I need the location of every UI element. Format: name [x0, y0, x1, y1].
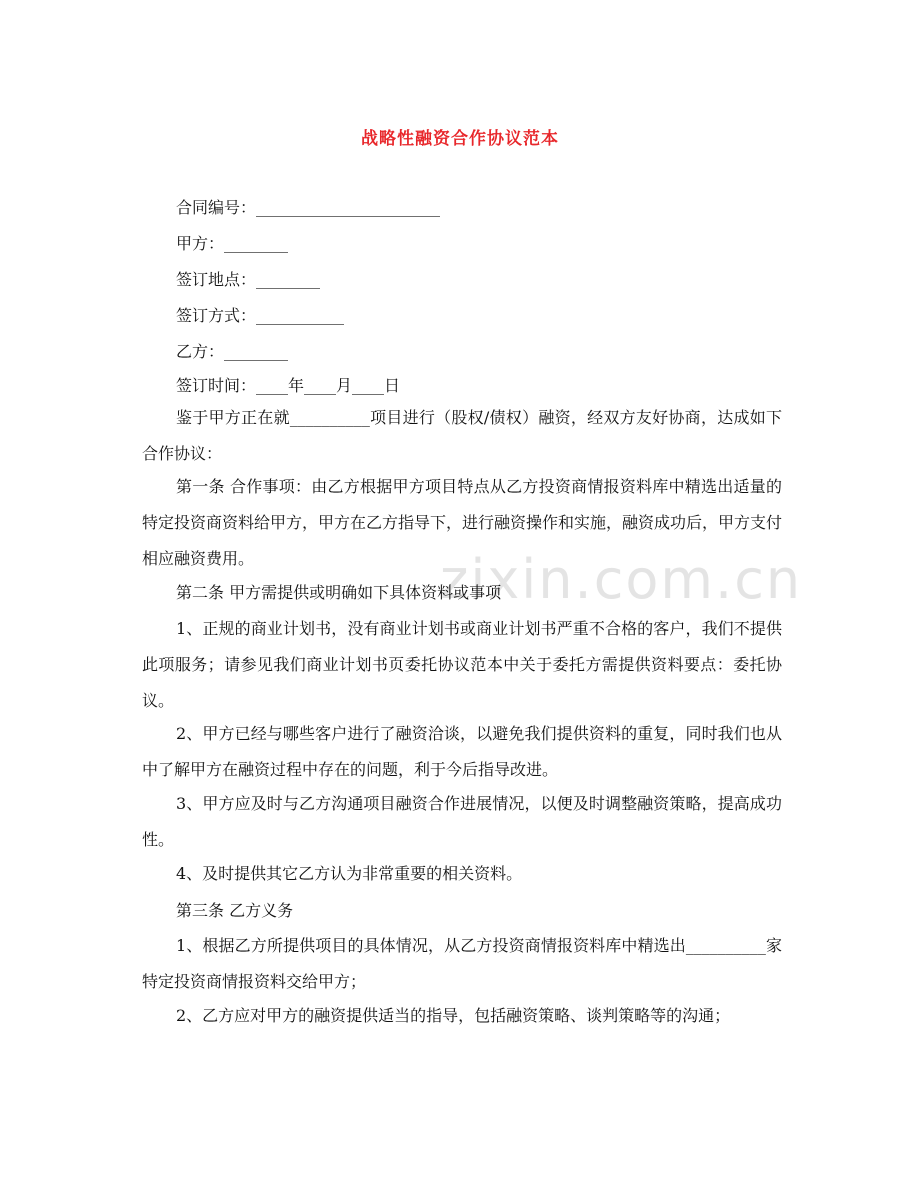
sign-place-field: 签订地点：________ — [176, 270, 321, 289]
party-b-field: 乙方：________ — [176, 342, 289, 361]
article-3-item-2: 2、乙方应对甲方的融资提供适当的指导，包括融资策略、谈判策略等的沟通； — [176, 1006, 731, 1025]
contract-number-field: 合同编号：_______________________ — [176, 198, 441, 217]
article-3-heading: 第三条 乙方义务 — [176, 901, 294, 920]
document-title: 战略性融资合作协议范本 — [361, 129, 559, 149]
party-a-field: 甲方：________ — [176, 234, 289, 253]
sign-time-field: 签订时间：____年____月____日 — [176, 376, 401, 395]
preamble-paragraph: 鉴于甲方正在就__________项目进行（股权/债权）融资，经双方友好协商，达成如下合作协议： — [142, 408, 782, 463]
article-2-item-2: 2、甲方已经与哪些客户进行了融资洽谈，以避免我们提供资料的重复，同时我们也从中了解甲方在融资过程中存在的问题，利于今后指导改进。 — [142, 724, 782, 779]
article-2-heading: 第二条 甲方需提供或明确如下具体资料或事项 — [176, 583, 502, 602]
article-3-item-1: 1、根据乙方所提供项目的具体情况，从乙方投资商情报资料库中精选出__________家特定投资商情报资料交给甲方； — [142, 936, 782, 991]
article-2-item-3: 3、甲方应及时与乙方沟通项目融资合作进展情况，以便及时调整融资策略，提高成功性。 — [142, 794, 782, 849]
sign-method-field: 签订方式：___________ — [176, 306, 345, 325]
article-2-item-4: 4、及时提供其它乙方认为非常重要的相关资料。 — [176, 864, 523, 883]
article-1-paragraph: 第一条 合作事项：由乙方根据甲方项目特点从乙方投资商情报资料库中精选出适量的特定投资商资料给甲方，甲方在乙方指导下，进行融资操作和实施，融资成功后，甲方支付相应融资费用。 — [142, 477, 783, 568]
watermark: zixin.com.cn — [440, 548, 803, 611]
article-2-item-1: 1、正规的商业计划书，没有商业计划书或商业计划书严重不合格的客户，我们不提供此项服务；请参见我们商业计划书页委托协议范本中关于委托方需提供资料要点：委托协议。 — [142, 619, 782, 710]
